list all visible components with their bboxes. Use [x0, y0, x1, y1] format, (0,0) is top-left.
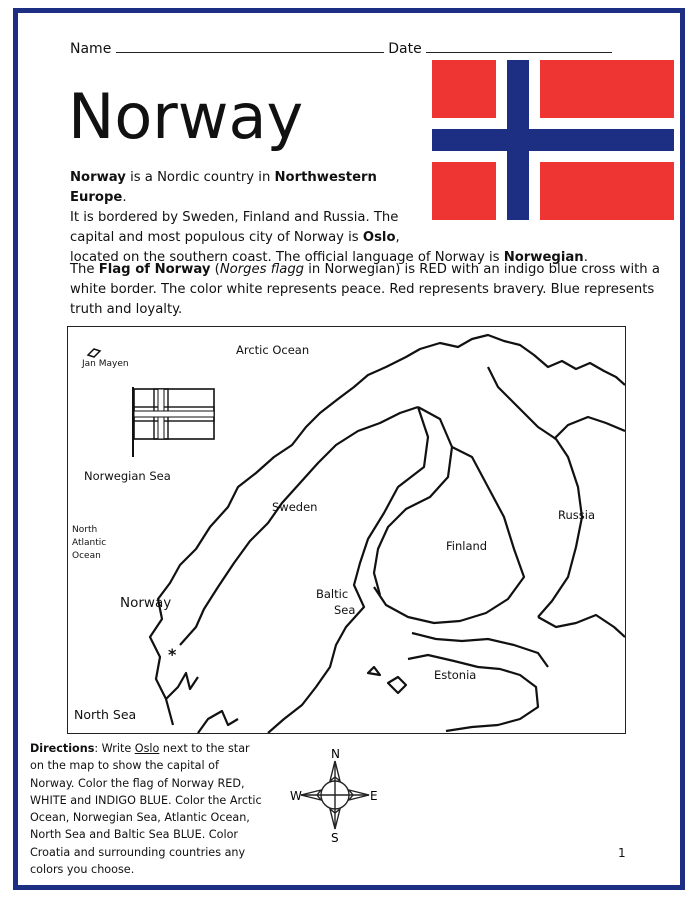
label-russia: Russia — [558, 508, 595, 522]
label-north-atlantic-3: Ocean — [72, 551, 101, 561]
intro-oslo-bold: Oslo — [362, 230, 396, 245]
label-estonia: Estonia — [434, 668, 477, 682]
label-arctic-ocean: Arctic Ocean — [236, 343, 310, 357]
page-number: 1 — [618, 846, 626, 860]
map-outline — [68, 327, 625, 733]
intro-punct: , — [395, 230, 400, 245]
label-norwegian-sea: Norwegian Sea — [84, 469, 171, 483]
intro-region-bold: Northwestern Europe — [70, 170, 377, 205]
capital-star-marker[interactable]: * — [168, 645, 177, 664]
flag-paragraph — [70, 260, 680, 320]
map-flag — [133, 387, 214, 457]
flag-native-italic: Norges flagg — [219, 262, 305, 277]
name-date-line — [70, 40, 612, 57]
flag-title-bold: Flag of Norway — [98, 262, 211, 277]
flag-text: ( — [210, 262, 220, 277]
label-sweden: Sweden — [272, 500, 318, 514]
date-blank[interactable] — [426, 40, 612, 53]
directions-label: Directions — [30, 742, 95, 755]
name-blank[interactable] — [116, 40, 384, 53]
label-baltic-1: Baltic — [316, 587, 349, 601]
directions-oslo: Oslo — [134, 742, 160, 755]
intro-language: located on the southern coast. The official language of Norway is — [70, 250, 504, 265]
compass-rose — [290, 747, 380, 843]
intro-capital: capital and most populous city of Norway is — [70, 230, 363, 245]
name-label: Name — [70, 41, 112, 57]
compass-e: E — [370, 789, 378, 803]
intro-punct: . — [583, 250, 588, 265]
page-title: Norway — [68, 80, 304, 153]
label-baltic-2: Sea — [334, 603, 356, 617]
intro-norwegian-bold: Norwegian — [503, 250, 584, 265]
intro-text: is a Nordic country in — [125, 170, 275, 185]
intro-punct: . — [122, 190, 127, 205]
label-jan-mayen: Jan Mayen — [82, 359, 129, 369]
intro-borders: It is bordered by Sweden, Finland and Russia. The — [70, 210, 399, 225]
intro-norway-bold: Norway — [70, 170, 126, 185]
directions-text: : Write — [94, 742, 135, 755]
jan-mayen-island — [88, 349, 100, 357]
compass-s: S — [331, 831, 339, 843]
scandinavia-map — [67, 326, 626, 734]
directions-text: next to the star on the map to show the capital of Norway. Color the flag of Norway RED, WHITE and INDIGO BLUE. Color the Arctic Ocean, Norwegian Sea, Atlantic Ocean, North Sea and Baltic Sea BLUE. Color Croatia and surrounding countries any colors you choose. — [30, 742, 262, 877]
label-north-atlantic-1: North — [72, 525, 98, 535]
intro-paragraph — [70, 168, 670, 268]
label-norway: Norway — [120, 595, 172, 611]
flag-text: in Norwegian) is RED with an indigo blue cross with a white border. The color white represents peace. Red represents bravery. Blue represents truth and loyalty. — [70, 262, 660, 317]
flag-text: The — [70, 262, 99, 277]
label-north-atlantic-2: Atlantic — [72, 538, 107, 548]
label-finland: Finland — [446, 539, 488, 553]
date-label: Date — [388, 41, 422, 57]
compass-n: N — [331, 747, 340, 761]
compass-w: W — [290, 789, 302, 803]
label-north-sea: North Sea — [74, 707, 137, 722]
directions — [30, 740, 262, 878]
